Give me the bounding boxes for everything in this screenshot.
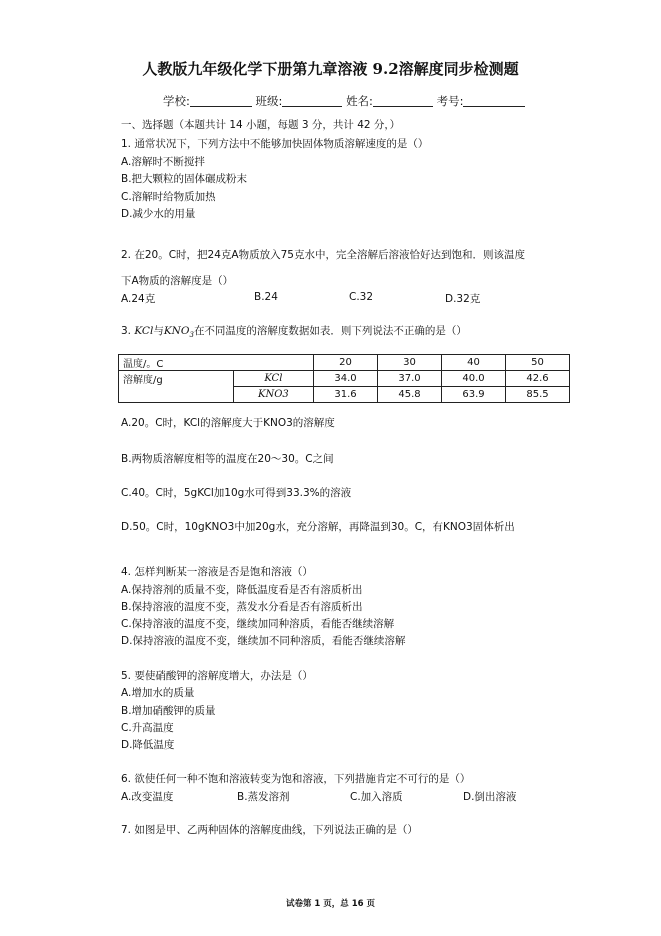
section-heading: 一、选择题（本题共计 14 小题，每题 3 分，共计 42 分，） — [121, 119, 401, 131]
question-1-option-b: B.把大颗粒的固体碾成粉末 — [121, 173, 248, 185]
kno3-value-cell: 63.9 — [442, 387, 506, 403]
question-2-stem-line1: 2. 在20。C时，把24克A物质放入75克水中，完全溶解后溶液恰好达到饱和．则该温度 — [121, 249, 525, 261]
question-6-option-a: A.改变温度 — [121, 791, 174, 803]
question-5-option-b: B.增加硝酸钾的质量 — [121, 705, 216, 717]
question-2-stem-line2: 下A物质的溶解度是（） — [121, 275, 234, 287]
kcl-value-cell: 40.0 — [442, 371, 506, 387]
number-label: 考号: — [436, 94, 464, 108]
question-2-option-b: B.24 — [254, 291, 278, 303]
question-2-option-d: D.32克 — [445, 293, 481, 305]
solubility-table — [118, 354, 570, 403]
question-5-stem: 5. 要使硝酸钾的溶解度增大，办法是（） — [121, 670, 313, 682]
table-row — [119, 371, 570, 387]
class-blank — [282, 94, 342, 107]
question-3-option-a: A.20。C时，KCl的溶解度大于KNO3的溶解度 — [121, 417, 335, 429]
question-5-option-c: C.升高温度 — [121, 722, 174, 734]
question-4-stem: 4. 怎样判断某一溶液是否是饱和溶液（） — [121, 566, 313, 578]
q3-kcl: KCl — [134, 325, 154, 337]
kcl-value-cell: 37.0 — [378, 371, 442, 387]
temp-cell: 50 — [506, 355, 570, 371]
question-4-option-a: A.保持溶剂的质量不变，降低温度看是否有溶质析出 — [121, 584, 363, 596]
question-6-option-b: B.蒸发溶剂 — [237, 791, 290, 803]
q3-kno3-sub: 3 — [189, 331, 194, 340]
question-1-option-c: C.溶解时给物质加热 — [121, 191, 216, 203]
question-2-option-c: C.32 — [349, 291, 374, 303]
student-info — [163, 93, 525, 109]
question-3-option-d: D.50。C时，10gKNO3中加20g水，充分溶解，再降温到30。C，有KNO3固体析出 — [121, 521, 515, 533]
solubility-header: 溶解度/g — [119, 371, 234, 403]
temp-cell: 20 — [314, 355, 378, 371]
number-blank — [463, 94, 525, 107]
school-label: 学校: — [163, 94, 190, 108]
q3-number: 3. — [121, 325, 135, 337]
page-title: 人教版九年级化学下册第九章溶液 9.2溶解度同步检测题 — [142, 60, 519, 78]
question-5-option-a: A.增加水的质量 — [121, 687, 195, 699]
temp-header: 温度/。C — [119, 355, 314, 371]
page-footer: 试卷第 1 页，总 16 页 — [285, 899, 376, 909]
question-1-option-d: D.减少水的用量 — [121, 208, 196, 220]
kno3-value-cell: 45.8 — [378, 387, 442, 403]
question-6-stem: 6. 欲使任何一种不饱和溶液转变为饱和溶液，下列措施肯定不可行的是（） — [121, 773, 471, 785]
question-1-stem: 1. 通常状况下，下列方法中不能够加快固体物质溶解速度的是（） — [121, 138, 429, 150]
q3-stem-text: 在不同温度的溶解度数据如表．则下列说法不正确的是（） — [193, 325, 467, 337]
kcl-value-cell: 42.6 — [506, 371, 570, 387]
question-3-stem — [121, 323, 467, 339]
question-4-option-d: D.保持溶液的温度不变，继续加不同种溶质，看能否继续溶解 — [121, 635, 406, 647]
kno3-value-cell: 85.5 — [506, 387, 570, 403]
table-row — [119, 355, 570, 371]
kno3-label-cell: KNO3 — [233, 387, 313, 403]
temp-cell: 30 — [378, 355, 442, 371]
kcl-value-cell: 34.0 — [314, 371, 378, 387]
question-6-option-d: D.倒出溶液 — [463, 791, 517, 803]
question-4-option-b: B.保持溶液的温度不变，蒸发水分看是否有溶质析出 — [121, 601, 363, 613]
question-6-option-c: C.加入溶质 — [350, 791, 403, 803]
kno3-value-cell: 31.6 — [314, 387, 378, 403]
question-4-option-c: C.保持溶液的温度不变，继续加同种溶质，看能否继续溶解 — [121, 618, 395, 630]
question-7-stem: 7. 如图是甲、乙两种固体的溶解度曲线，下列说法正确的是（） — [121, 824, 418, 836]
name-blank — [373, 94, 433, 107]
question-2-option-a: A.24克 — [121, 293, 156, 305]
name-label: 姓名: — [346, 94, 373, 108]
q3-kno3: KNO — [163, 325, 190, 337]
question-5-option-d: D.降低温度 — [121, 739, 175, 751]
temp-cell: 40 — [442, 355, 506, 371]
q3-mid: 与 — [153, 325, 164, 337]
question-1-option-a: A.溶解时不断搅拌 — [121, 156, 205, 168]
school-blank — [190, 94, 252, 107]
question-3-option-c: C.40。C时，5gKCl加10g水可得到33.3%的溶液 — [121, 487, 352, 499]
kcl-label-cell: KCl — [233, 371, 313, 387]
class-label: 班级: — [255, 94, 283, 108]
question-3-option-b: B.两物质溶解度相等的温度在20～30。C之间 — [121, 453, 334, 465]
